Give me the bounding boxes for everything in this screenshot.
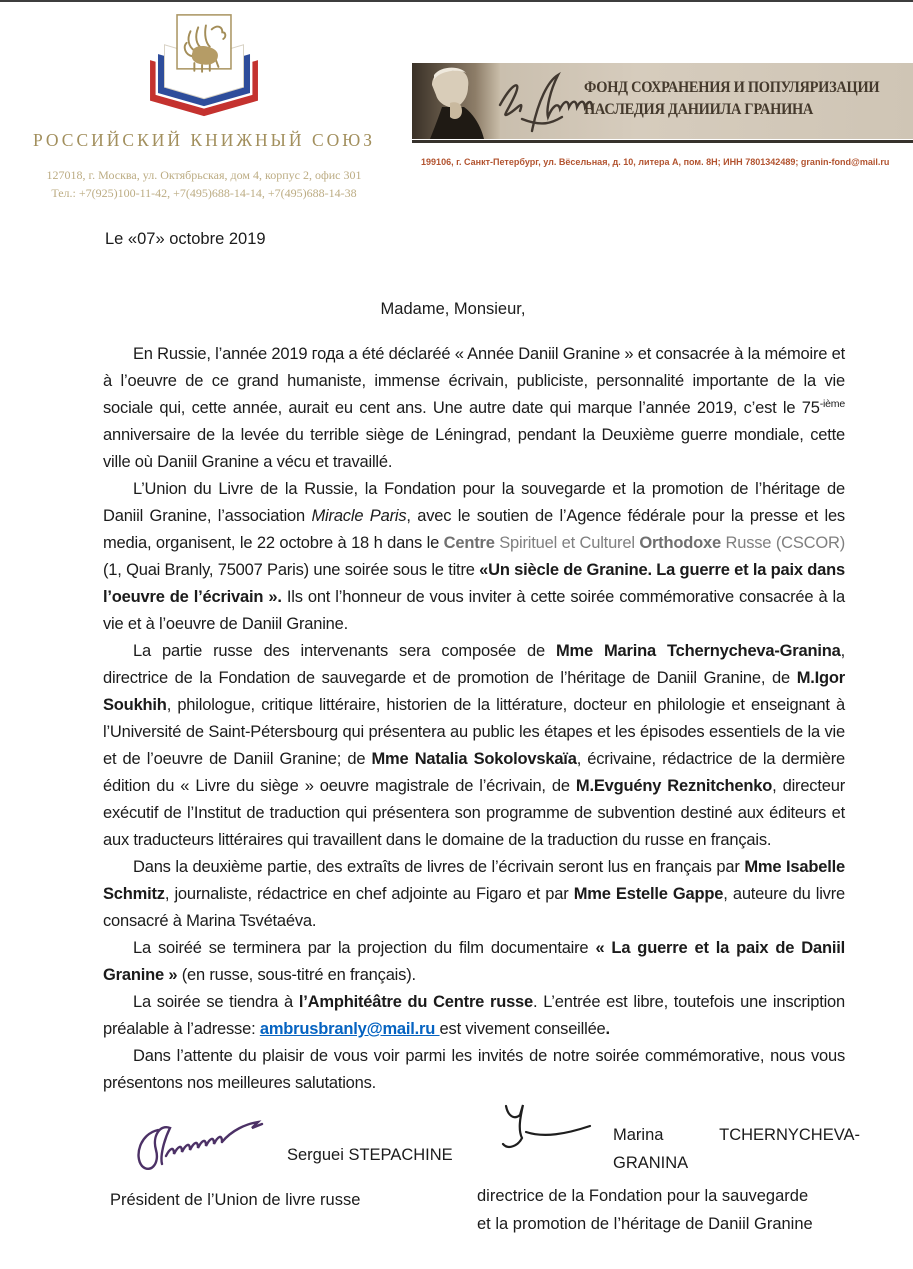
text-span: « La guerre et la paix de Daniil Granine »	[103, 939, 845, 984]
text-span: -ième	[819, 398, 845, 410]
text-span: Dans l’attente du plaisir de vous voir parmi les invités de notre soirée commémorative, nous vous présentons nos meilleures salutations.	[103, 1047, 845, 1092]
paragraph-intro	[103, 341, 845, 476]
paragraph-speakers	[103, 638, 845, 854]
rks-phones: Тел.: +7(925)100-11-42, +7(495)688-14-14, +7(495)688-14-38	[51, 186, 357, 200]
text-span: , écrivaine, rédactrice de la dermière édition du « Livre du siège » oeuvre magistrale de l’écrivain, de	[103, 750, 846, 795]
book-griffin-logo-icon	[143, 12, 265, 118]
banner-divider	[412, 140, 913, 143]
text-span: La soirée se tiendra à	[133, 993, 299, 1011]
paragraph-film	[103, 935, 845, 989]
text-span: M.Evguény Reznitchenko	[575, 777, 773, 795]
text-span: Mme Marina Tchernycheva-Granina	[555, 642, 841, 660]
fond-name-line1: ФОНД СОХРАНЕНИЯ И ПОПУЛЯРИЗАЦИИ	[584, 79, 880, 96]
paragraph-event	[103, 476, 845, 638]
stepachine-title: Président de l’Union de livre russe	[110, 1191, 361, 1209]
text-span: anniversaire de la levée du terrible siège de Léningrad, pendant la Deuxième guerre mondiale, cette ville où Daniil Granine a vécu et travaillé.	[103, 426, 845, 471]
text-span: La soiréé se terminera par la projection du film documentaire	[133, 939, 596, 957]
text-span: Dans la deuxième partie, des extraîts de livres de l’écrivain seront lus en français par	[133, 858, 745, 876]
text-span: Miracle Paris	[311, 507, 407, 525]
text-span: , philologue, critique littéraire, historien de la littérature, docteur en philologie et enseignant à l’Université de Saint-Pétersbourg qui présentera au public les étapes et les épisodes essentiels de la vie et de l’oeuvre de Daniil Granine; de	[103, 696, 845, 768]
paragraph-readings	[103, 854, 845, 935]
tchernycheva-title-line2: et la promotion de l’héritage de Daniil Granine	[477, 1215, 813, 1233]
tchernycheva-signature-icon	[490, 1100, 600, 1158]
granin-portrait-icon	[412, 63, 500, 139]
text-span: . L’entrée est libre, toutefois une inscription préalable à l’adresse:	[103, 993, 846, 1038]
text-span: Spirituel et Culturel	[494, 534, 640, 552]
text-span: Mme Isabelle Schmitz	[103, 858, 845, 903]
granin-foundation-banner	[412, 63, 913, 139]
fond-name-line2: НАСЛЕДИЯ ДАНИИЛА ГРАНИНА	[584, 101, 814, 118]
paragraph-registration	[103, 989, 845, 1043]
text-span: Russe (CSCOR)	[720, 534, 845, 552]
text-span: , journaliste, rédactrice en chef adjointe au Figaro et par	[164, 885, 574, 903]
salutation: Madame, Monsieur,	[380, 300, 526, 318]
text-span: , directeur exécutif de l’Institut de traduction qui présentera son programme de subvention destiné aux éditeurs et aux traducteurs littéraires qui travaillent dans le domaine de la traduction du russe en français.	[103, 777, 845, 849]
fond-org-name	[584, 77, 879, 121]
text-span: Orthodoxe	[639, 534, 721, 552]
text-span: En Russie, l’année 2019 года a été déclaréé « Année Daniil Granine » et consacrée à la mémoire et à l’oeuvre de ce grand humaniste, immense écrivain, publiciste, personnalité importante de la vie sociale qui, cette année, aurait eu cent ans. Une autre date qui marque l’année 2019, c’est le 75	[103, 345, 845, 417]
tchernycheva-title	[477, 1182, 865, 1238]
text-span: , auteure du livre consacré à Marina Tsvétaéva.	[103, 885, 846, 930]
text-span: M.Igor Soukhih	[103, 669, 845, 714]
text-span: l’Amphitéâtre du Centre russe	[298, 993, 534, 1011]
text-span: (1, Quai Branly, 75007 Paris) une soirée sous le titre	[103, 561, 480, 579]
text-span: Mme Natalia Sokolovskaïa	[371, 750, 577, 768]
rks-org-name: РОССИЙСКИЙ КНИЖНЫЙ СОЮЗ	[32, 130, 376, 150]
text-span: «Un siècle de Granine. La guerre et la paix dans l’oeuvre de l’écrivain ».	[103, 561, 845, 606]
tchernycheva-name	[613, 1121, 860, 1177]
stepachine-name: Serguei STEPACHINE	[287, 1146, 453, 1164]
text-span: est vivement conseillée	[439, 1020, 606, 1038]
tchernycheva-last-name: TCHERNYCHEVA-	[719, 1126, 860, 1144]
rks-address: 127018, г. Москва, ул. Октябрьская, дом 4, корпус 2, офис 301	[46, 168, 362, 182]
letter-body	[103, 341, 845, 1097]
date-line: Le «07» octobre 2019	[105, 230, 266, 248]
text-span: Ils ont l’honneur de vous inviter à cette soirée commémorative consacrée à la vie et à l’oeuvre de Daniil Granine.	[103, 588, 846, 633]
top-border-line	[0, 0, 913, 2]
email-link[interactable]: ambrusbranly@mail.ru	[259, 1020, 440, 1038]
text-span: Mme Estelle Gappe	[573, 885, 724, 903]
text-span: L’Union du Livre de la Russie, la Fondation pour la souvegarde et la promotion de l’héritage de Daniil Granine, l’association	[103, 480, 845, 525]
text-span: .	[605, 1020, 610, 1038]
fond-address: 199106, г. Санкт-Петербург, ул. Вёсельная, д. 10, литера А, пом. 8Н; ИНН 7801342489; granin-fond@mail.ru	[421, 157, 890, 168]
paragraph-closing	[103, 1043, 845, 1097]
tchernycheva-last-name-line2: GRANINA	[613, 1154, 689, 1172]
text-span: , avec le soutien de l’Agence fédérale pour la presse et les media, organisent, le 22 octobre à 18 h dans le	[103, 507, 845, 552]
text-span: Centre	[443, 534, 495, 552]
text-span: La partie russe des intervenants sera composée de	[133, 642, 556, 660]
tchernycheva-title-line1: directrice de la Fondation pour la sauvegarde	[477, 1187, 809, 1205]
text-span: (en russe, sous-titré en français).	[177, 966, 416, 984]
text-span: , directrice de la Fondation de sauvegarde et de promotion de l’héritage de Daniil Granine, de	[103, 642, 846, 687]
letterhead-russian-book-union	[18, 12, 390, 200]
tchernycheva-first-name: Marina	[613, 1126, 664, 1144]
stepachine-signature-icon	[126, 1112, 278, 1180]
